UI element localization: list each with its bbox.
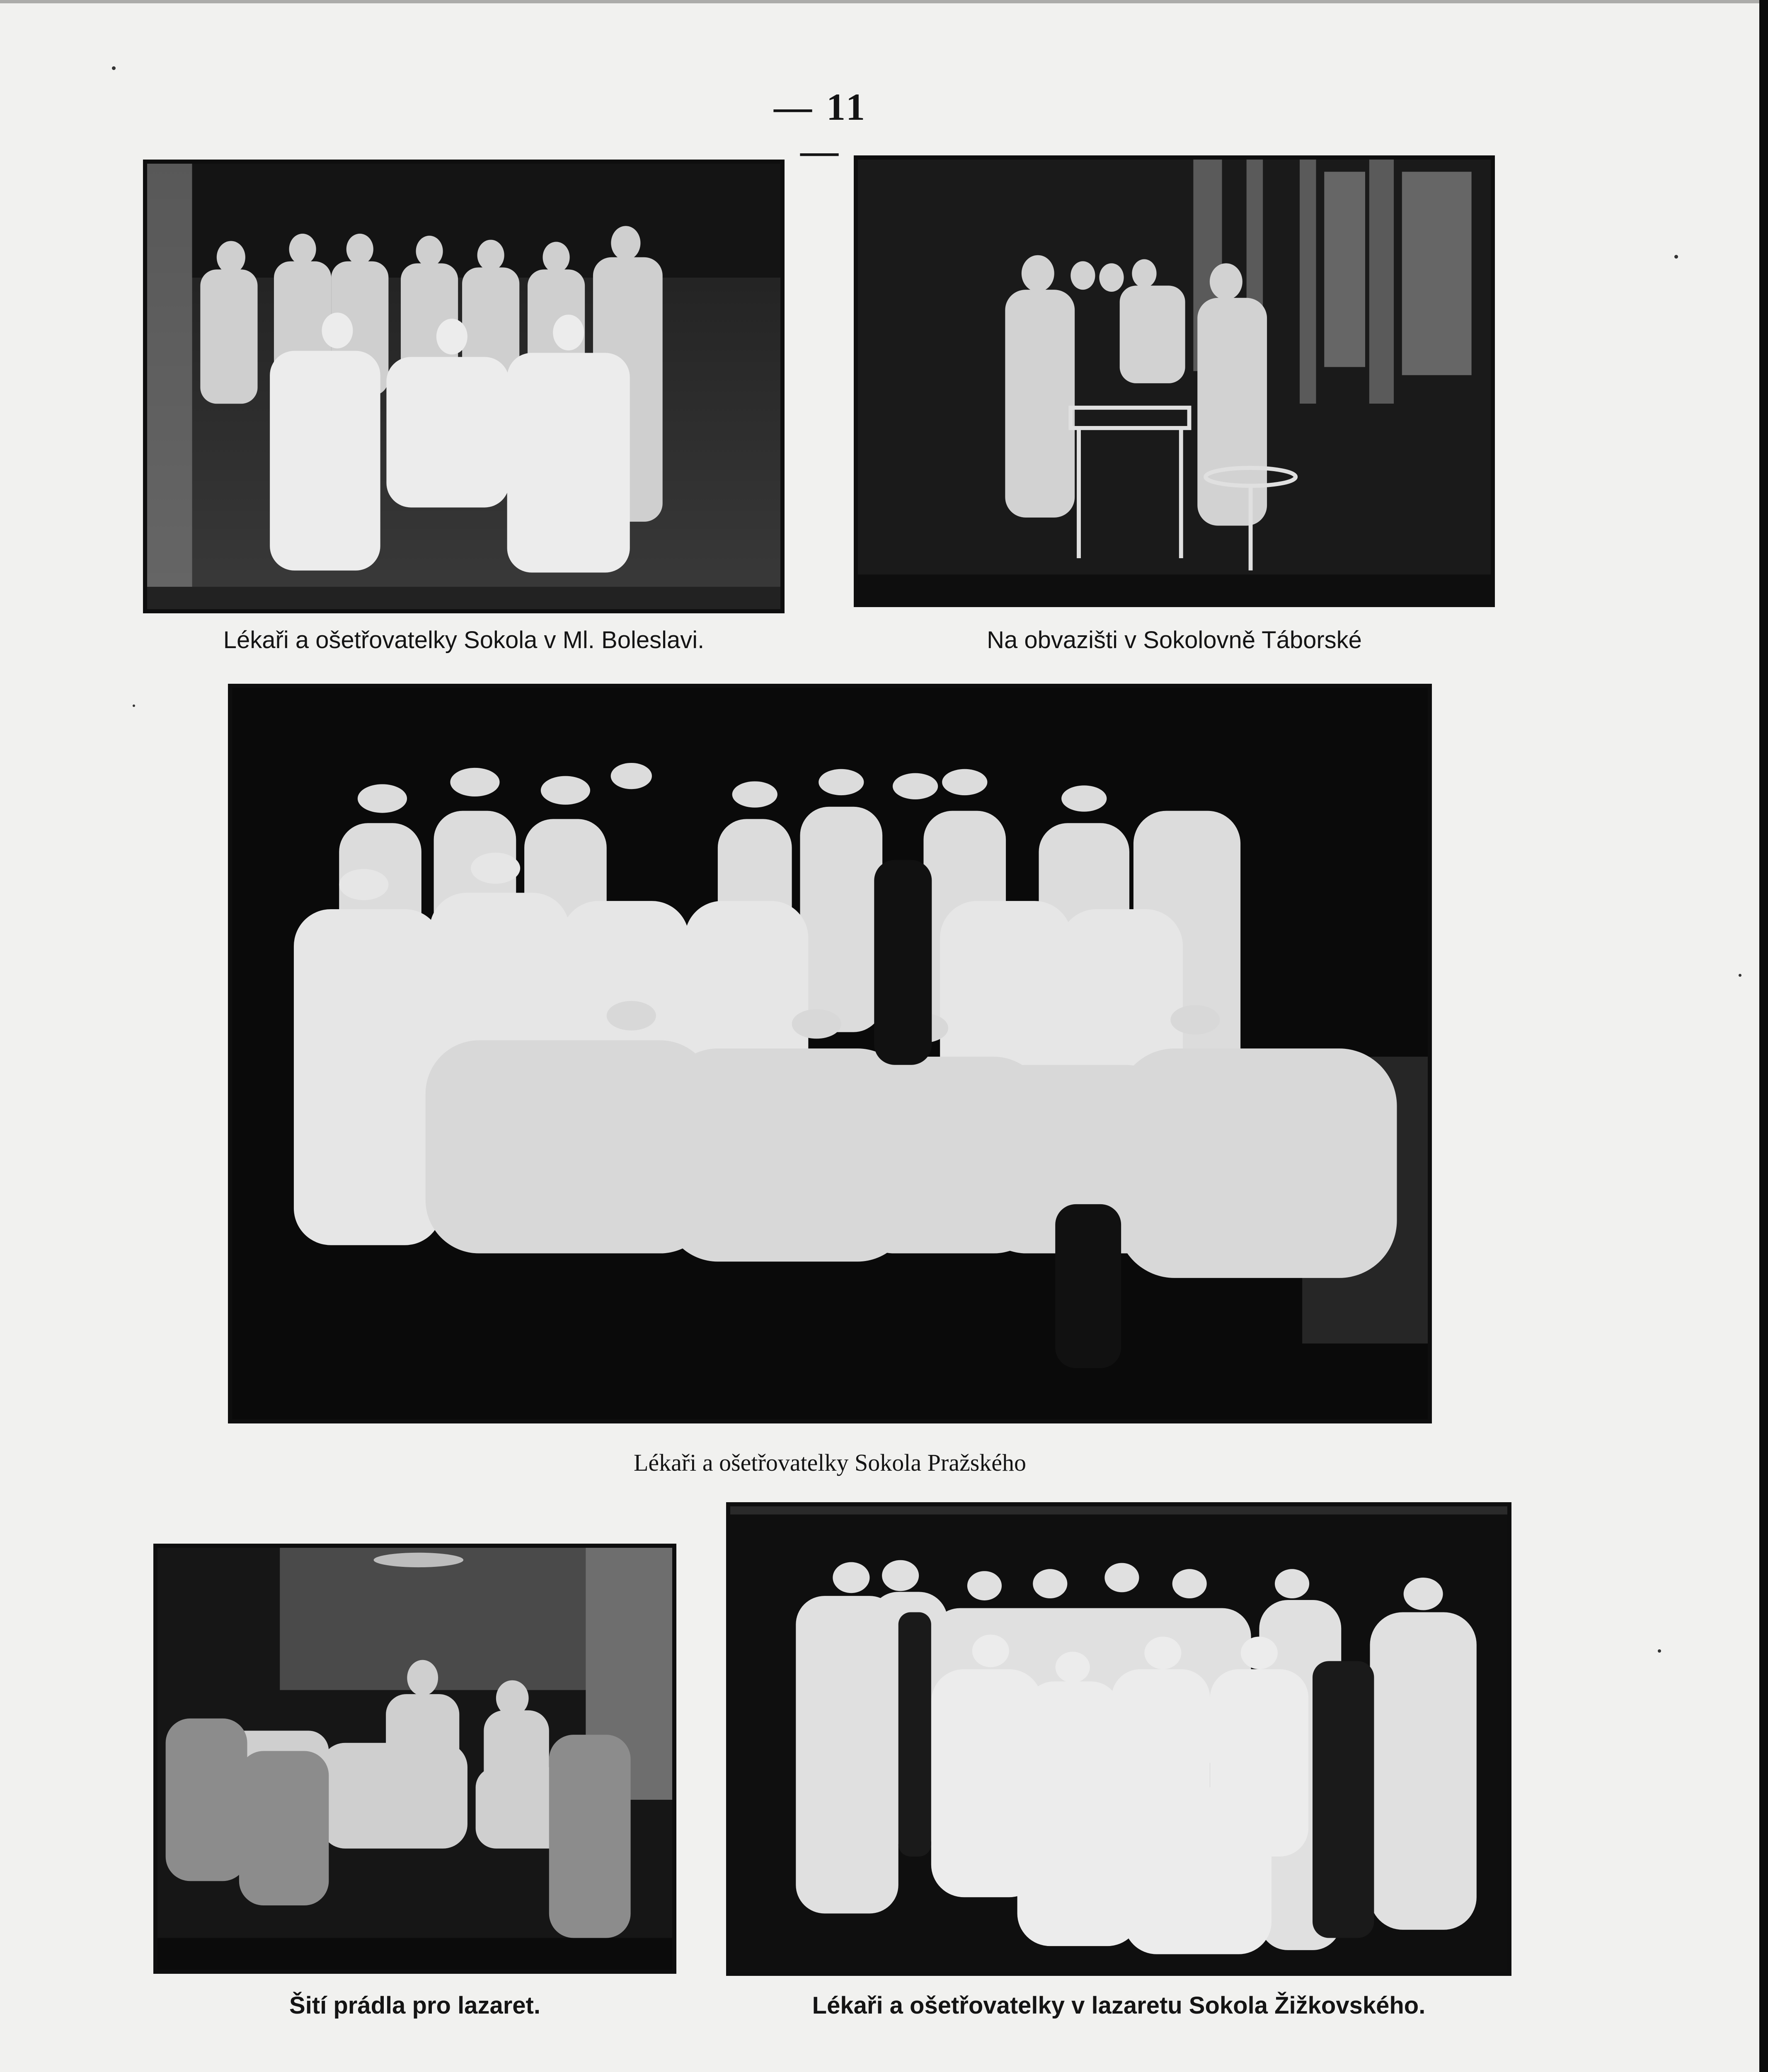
photo-sewing-linen (153, 1544, 676, 1974)
caption-photo-5: Lékaři a ošetřovatelky v lazaretu Sokola Žižkovského. (812, 1992, 1426, 2019)
scan-speck (112, 66, 116, 70)
scan-edge-top (0, 0, 1768, 3)
scan-edge-right (1759, 0, 1768, 2072)
photo-3-image (232, 688, 1428, 1419)
caption-photo-3: Lékaři a ošetřovatelky Sokola Pražského (633, 1449, 1027, 1476)
photo-doctors-nurses-prague (228, 684, 1432, 1423)
photo-4-image (157, 1548, 672, 1970)
caption-photo-2: Na obvazišti v Sokolovně Táborské (987, 627, 1362, 654)
photo-2-image (858, 160, 1491, 603)
photo-5-image (730, 1506, 1507, 1972)
photo-1-image (147, 164, 780, 609)
scan-speck (133, 704, 135, 707)
scan-speck (1658, 1649, 1661, 1653)
photo-lazaret-zizkov (726, 1502, 1511, 1976)
photo-doctors-nurses-ml-boleslav (143, 160, 785, 613)
photo-dressing-station-tabor (854, 155, 1495, 607)
scan-speck (1674, 255, 1678, 259)
caption-photo-1: Lékaři a ošetřovatelky Sokola v Ml. Boleslavi. (223, 627, 705, 654)
page-number: — 11 — (774, 86, 867, 172)
caption-photo-4: Šití prádla pro lazaret. (289, 1992, 540, 2019)
scan-speck (1739, 974, 1741, 977)
